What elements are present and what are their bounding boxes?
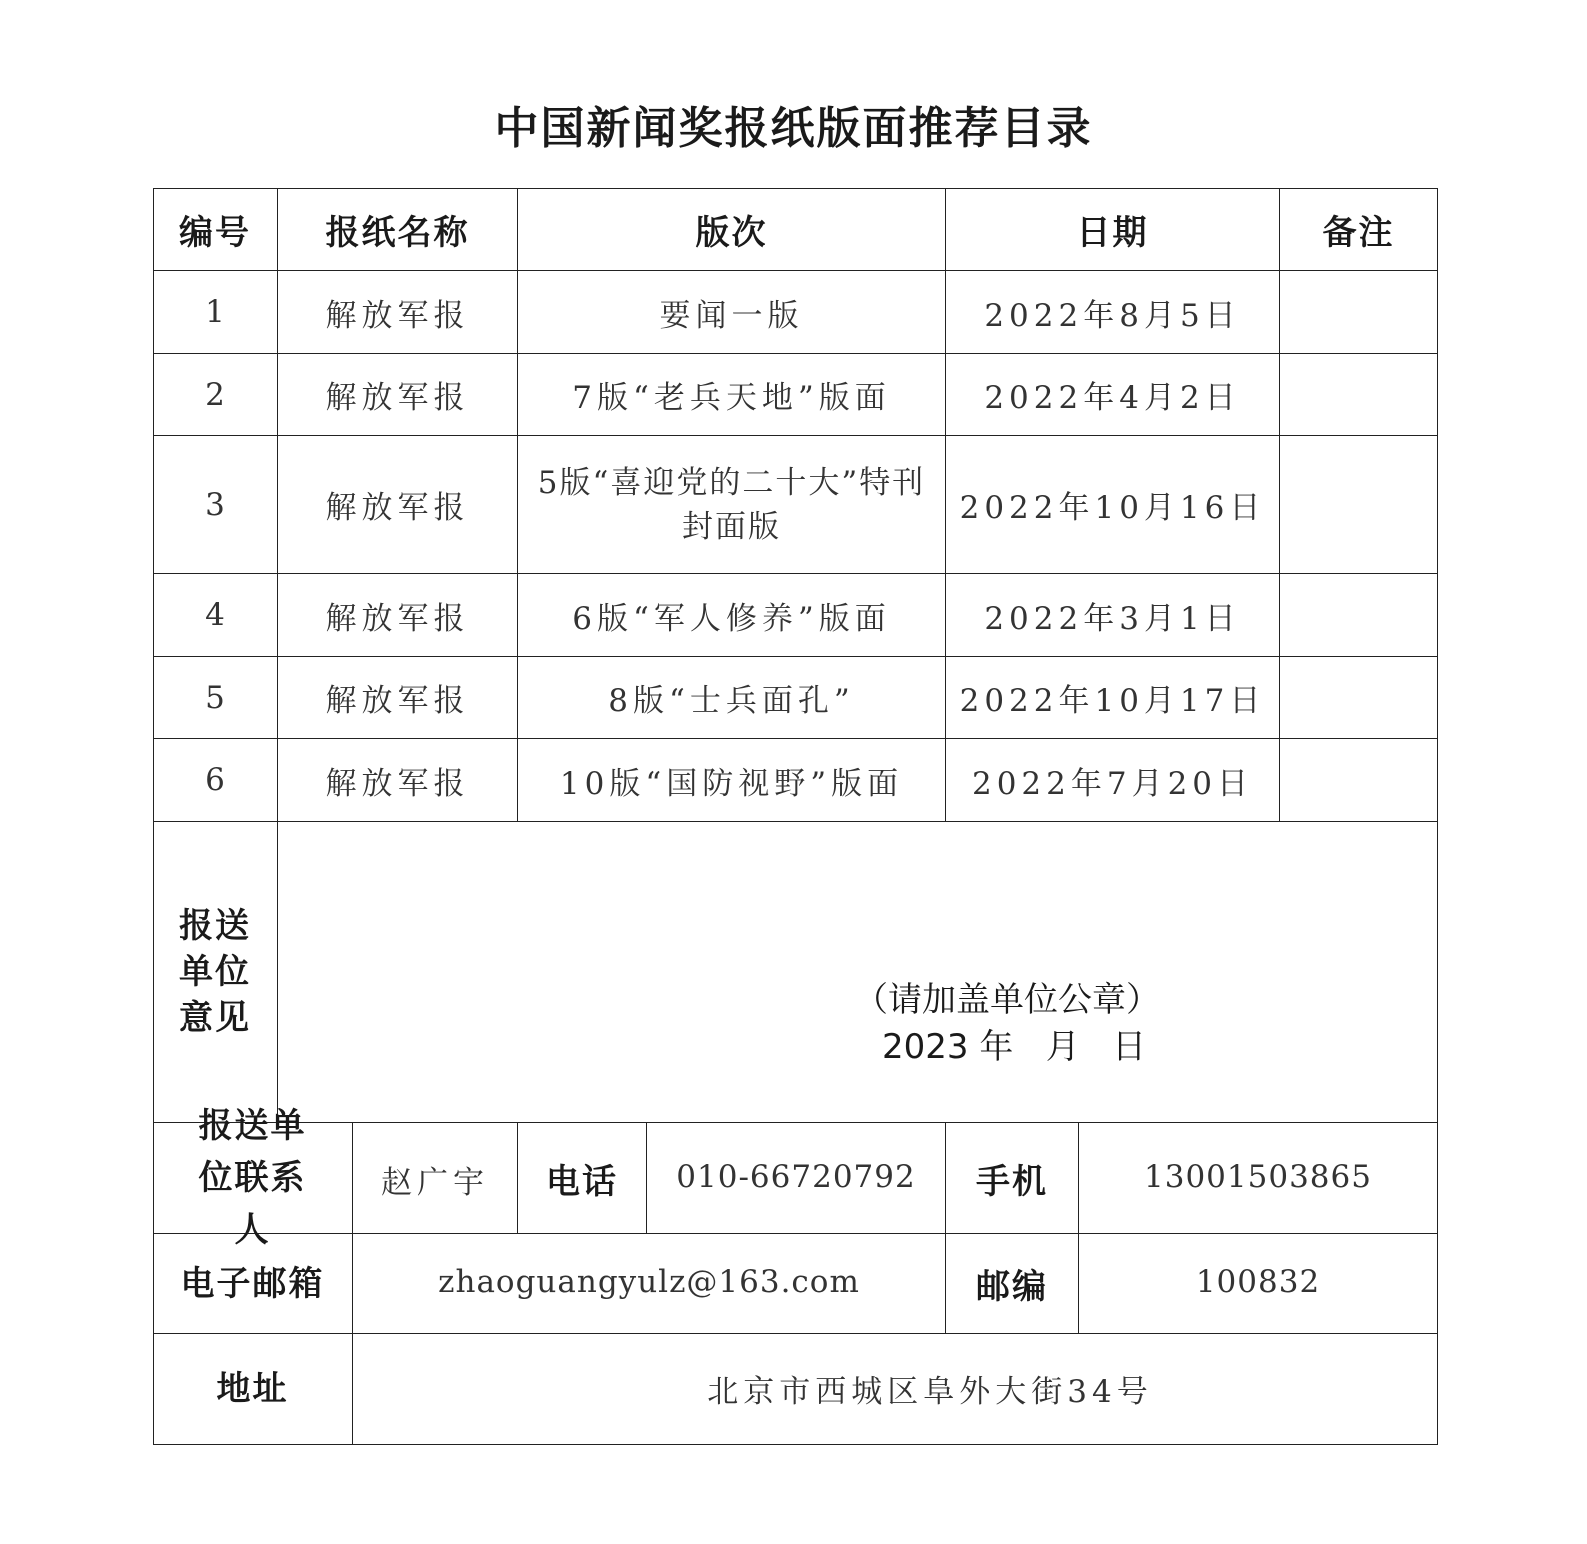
mobile-label: 手机 — [946, 1123, 1079, 1234]
row-remarks — [1280, 657, 1438, 739]
row-page: 7版“老兵天地”版面 — [518, 354, 946, 436]
row-date: 2022年7月20日 — [946, 739, 1280, 822]
row-number: 3 — [153, 436, 278, 574]
row-date: 2022年10月17日 — [946, 657, 1280, 739]
address-label: 地址 — [153, 1334, 353, 1445]
postcode-value: 100832 — [1079, 1234, 1438, 1334]
seal-note: （请加盖单位公章） — [854, 980, 1160, 1020]
recommendation-form — [153, 188, 1438, 1445]
row-number: 4 — [153, 574, 278, 657]
row-date: 2022年4月2日 — [946, 354, 1280, 436]
row-paper: 解放军报 — [278, 271, 518, 354]
row-page: 6版“军人修养”版面 — [518, 574, 946, 657]
row-date: 2022年8月5日 — [946, 271, 1280, 354]
opinion-label: 报送单位意见 — [153, 822, 278, 1123]
contact-label: 报送单位联系人 — [153, 1123, 353, 1234]
phone-value: 010-66720792 — [647, 1123, 946, 1234]
header-remarks: 备注 — [1280, 188, 1438, 271]
row-paper: 解放军报 — [278, 354, 518, 436]
mobile-value: 13001503865 — [1079, 1123, 1438, 1234]
row-page: 8版“士兵面孔” — [518, 657, 946, 739]
phone-label: 电话 — [518, 1123, 647, 1234]
email-label: 电子邮箱 — [153, 1234, 353, 1334]
header-date: 日期 — [946, 188, 1280, 271]
row-number: 6 — [153, 739, 278, 822]
row-paper: 解放军报 — [278, 739, 518, 822]
row-date: 2022年3月1日 — [946, 574, 1280, 657]
seal-date-line: 2023 年 月 日 — [882, 1027, 1147, 1067]
row-page: 5版“喜迎党的二十大”特刊封面版 — [518, 436, 946, 574]
row-number: 1 — [153, 271, 278, 354]
row-paper: 解放军报 — [278, 657, 518, 739]
email-value: zhaoguangyulz@163.com — [353, 1234, 946, 1334]
row-remarks — [1280, 271, 1438, 354]
row-number: 5 — [153, 657, 278, 739]
row-page: 10版“国防视野”版面 — [518, 739, 946, 822]
address-value: 北京市西城区阜外大街34号 — [353, 1334, 1438, 1445]
row-remarks — [1280, 354, 1438, 436]
row-page: 要闻一版 — [518, 271, 946, 354]
row-remarks — [1280, 574, 1438, 657]
page-title: 中国新闻奖报纸版面推荐目录 — [494, 103, 1093, 154]
row-remarks — [1280, 436, 1438, 574]
row-date: 2022年10月16日 — [946, 436, 1280, 574]
opinion-area — [278, 822, 1438, 1123]
header-number: 编号 — [153, 188, 278, 271]
contact-name: 赵广宇 — [353, 1123, 518, 1234]
postcode-label: 邮编 — [946, 1234, 1079, 1334]
header-page: 版次 — [518, 188, 946, 271]
row-number: 2 — [153, 354, 278, 436]
row-paper: 解放军报 — [278, 436, 518, 574]
row-remarks — [1280, 739, 1438, 822]
row-paper: 解放军报 — [278, 574, 518, 657]
header-paper: 报纸名称 — [278, 188, 518, 271]
